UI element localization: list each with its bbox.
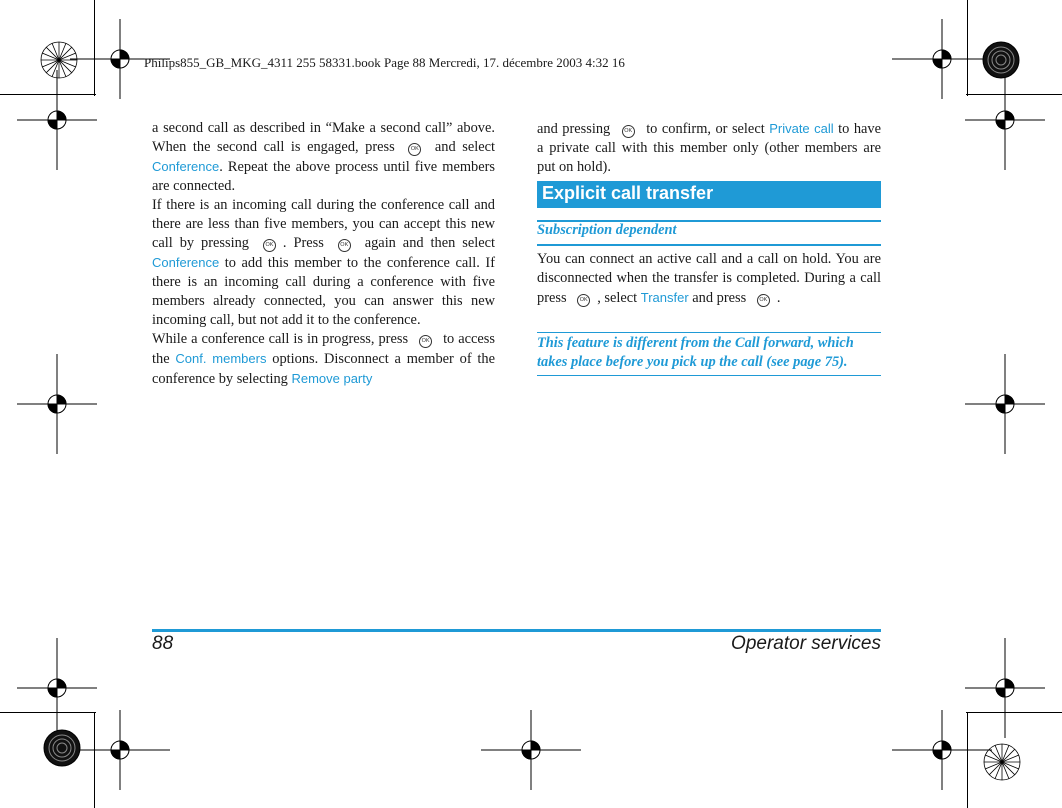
note-bottom-rule	[537, 375, 881, 376]
text-run: and select	[434, 139, 495, 155]
menu-term-private-call: Private call	[769, 121, 834, 136]
paragraph	[152, 330, 495, 389]
note-top-rule	[537, 332, 881, 333]
ok-key-icon: OK	[338, 239, 351, 252]
menu-term-conf-members: Conf. members	[175, 351, 267, 366]
registration-target-icon	[965, 70, 1045, 170]
footer-rule	[152, 629, 881, 632]
registration-target-icon	[965, 354, 1045, 454]
right-column-intro	[537, 119, 881, 177]
paragraph	[152, 196, 495, 330]
concentric-mark-icon	[44, 730, 80, 766]
registration-target-icon	[17, 354, 97, 454]
print-header: Philips855_GB_MKG_4311 255 58331.book Page 88 Mercredi, 17. décembre 2003 4:32 16	[144, 55, 625, 70]
page-number: 88	[152, 633, 174, 654]
chapter-title: Operator services	[731, 633, 881, 654]
registration-target-icon	[17, 638, 97, 738]
menu-term-conference: Conference	[152, 255, 220, 270]
text-run: .	[776, 290, 781, 306]
text-run: to confirm, or select	[646, 121, 765, 137]
text-run: to access the	[152, 331, 495, 367]
ok-key-icon: OK	[622, 125, 635, 138]
ok-key-icon: OK	[263, 239, 276, 252]
menu-term-transfer: Transfer	[640, 290, 689, 305]
ok-key-icon: OK	[757, 294, 770, 307]
text-run: , select	[597, 290, 638, 306]
left-column	[152, 119, 495, 389]
menu-term-remove-party: Remove party	[291, 371, 373, 386]
menu-term-conference: Conference	[152, 159, 220, 174]
divider	[537, 244, 881, 246]
starburst-mark-icon	[984, 744, 1020, 780]
registration-target-icon	[70, 710, 170, 790]
concentric-mark-icon	[983, 42, 1019, 78]
subscription-note: Subscription dependent	[537, 222, 677, 238]
starburst-mark-icon	[41, 42, 77, 78]
text-run: If there is an incoming call during the conference call and there are less than five members, you can accept this new call by pressing	[152, 197, 495, 251]
ok-key-icon: OK	[408, 143, 421, 156]
text-run: again and then select	[364, 235, 495, 251]
registration-target-icon	[965, 638, 1045, 738]
text-run: . Press	[282, 235, 324, 251]
paragraph	[152, 119, 495, 196]
paragraph	[537, 119, 881, 177]
text-run: options. Disconnect a member of the conference by selecting	[152, 351, 495, 387]
ok-key-icon: OK	[419, 335, 432, 348]
feature-note: This feature is different from the Call forward, which takes place before you pick up the call (see page 75).	[537, 335, 854, 370]
registration-target-icon	[481, 710, 581, 790]
ok-key-icon: OK	[577, 294, 590, 307]
text-run: . Repeat the above process until five members are connected.	[152, 159, 495, 194]
right-column-transfer	[537, 250, 881, 308]
registration-target-icon	[892, 710, 992, 790]
text-run: a second call as described in “Make a second call” above. When the second call is engaged, press	[152, 120, 495, 155]
section-title: Explicit call transfer	[537, 181, 881, 208]
text-run: and pressing	[537, 121, 611, 137]
paragraph	[537, 250, 881, 308]
registration-target-icon	[17, 70, 97, 170]
text-run: and press	[692, 290, 747, 306]
text-run: to add this member to the conference call. If there is an incoming call during a conference with five members already connected, you can answer this new incoming call, but not add it to the conference.	[152, 255, 495, 328]
text-run: to have a private call with this member only (other members are put on hold).	[537, 121, 881, 175]
text-run: You can connect an active call and a call on hold. You are disconnected when the transfer is completed. During a call press	[537, 251, 881, 306]
text-run: While a conference call is in progress, press	[152, 331, 409, 347]
registration-target-icon	[892, 19, 992, 99]
